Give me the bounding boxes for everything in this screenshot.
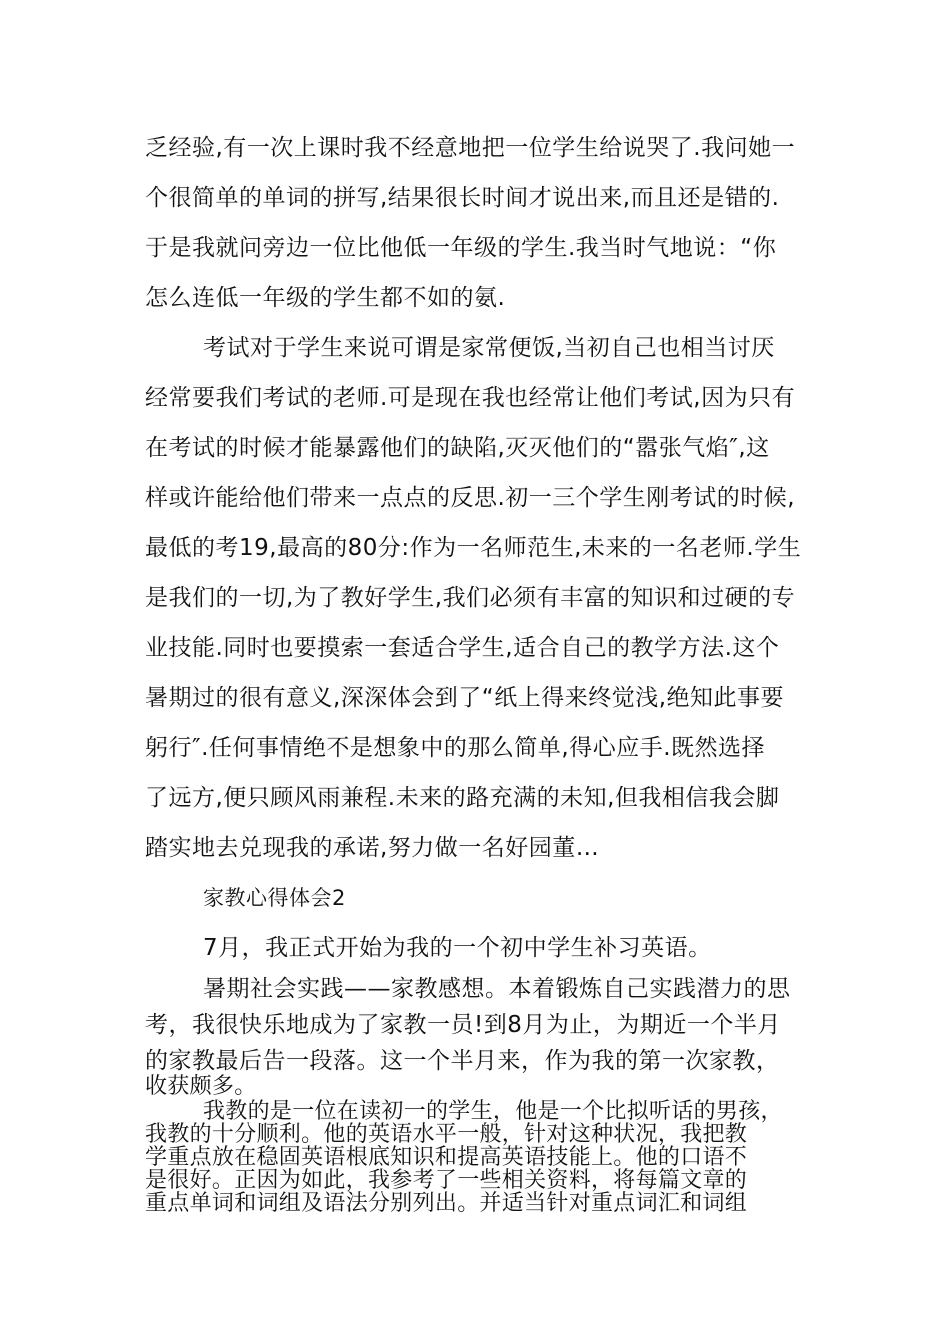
- paragraph-4-line-1: 暑期社会实践——家教感想。本着锻炼自己实践潜力的思: [203, 976, 791, 1002]
- paragraph-2-line-9: 躬行″.任何事情绝不是想象中的那么简单,得心应手.既然选择: [145, 735, 766, 761]
- paragraph-1-line-1: 乏经验,有一次上课时我不经意地把一位学生给说哭了.我问她一: [145, 135, 796, 161]
- paragraph-3-line-1: 7月，我正式开始为我的一个初中学生补习英语。: [203, 935, 712, 961]
- paragraph-5-line-3: 学重点放在稳固英语根底知识和提高英语技能上。他的口语不: [145, 1145, 748, 1170]
- paragraph-5-line-1: 我教的是一位在读初一的学生，他是一个比拟听话的男孩，: [203, 1099, 783, 1124]
- paragraph-2-line-2: 经常要我们考试的老师.可是现在我也经常让他们考试,因为只有: [145, 385, 796, 411]
- paragraph-1-line-2: 个很简单的单词的拼写,结果很长时间才说出来,而且还是错的.: [145, 185, 780, 211]
- paragraph-2-line-7: 业技能.同时也要摸索一套适合学生,适合自己的教学方法.这个: [145, 635, 780, 661]
- paragraph-4-line-3: 的家教最后告一段落。这一个半月来，作为我的第一次家教，: [145, 1048, 780, 1074]
- paragraph-5-line-5: 重点单词和词组及语法分别列出。并适当针对重点词汇和词组: [145, 1191, 748, 1216]
- paragraph-5-line-2: 我教的十分顺利。他的英语水平一般，针对这种状况，我把教: [145, 1122, 748, 1147]
- section-heading: 家教心得体会2: [203, 886, 346, 910]
- paragraph-4-line-4: 收获颇多。: [145, 1074, 257, 1099]
- paragraph-2-line-11: 踏实地去兑现我的承诺,努力做一名好园董…: [145, 835, 600, 861]
- paragraph-2-line-8: 暑期过的很有意义,深深体会到了“纸上得来终觉浅,绝知此事要: [145, 685, 785, 711]
- paragraph-5-line-4: 是很好。正因为如此，我参考了一些相关资料，将每篇文章的: [145, 1168, 748, 1193]
- paragraph-2-line-4: 样或许能给他们带来一点点的反思.初一三个学生刚考试的时候,: [145, 485, 796, 511]
- paragraph-2-line-6: 是我们的一切,为了教好学生,我们必须有丰富的知识和过硬的专: [145, 585, 796, 611]
- paragraph-2-line-10: 了远方,便只顾风雨兼程.未来的路充满的未知,但我相信我会脚: [145, 785, 780, 811]
- paragraph-2-line-3: 在考试的时候才能暴露他们的缺陷,灭灭他们的“嚣张气焰″,这: [145, 435, 770, 461]
- paragraph-1-line-3: 于是我就问旁边一位比他低一年级的学生.我当时气地说：“你: [145, 235, 777, 261]
- paragraph-2-line-1: 考试对于学生来说可谓是家常便饭,当初自己也相当讨厌: [203, 335, 775, 361]
- paragraph-1-line-4: 怎么连低一年级的学生都不如的氨.: [145, 285, 506, 311]
- paragraph-2-line-5: 最低的考19,最高的80分:作为一名师范生,未来的一名老师.学生: [145, 535, 802, 561]
- paragraph-4-line-2: 考，我很快乐地成为了家教一员!到8月为止，为期近一个半月: [145, 1012, 781, 1038]
